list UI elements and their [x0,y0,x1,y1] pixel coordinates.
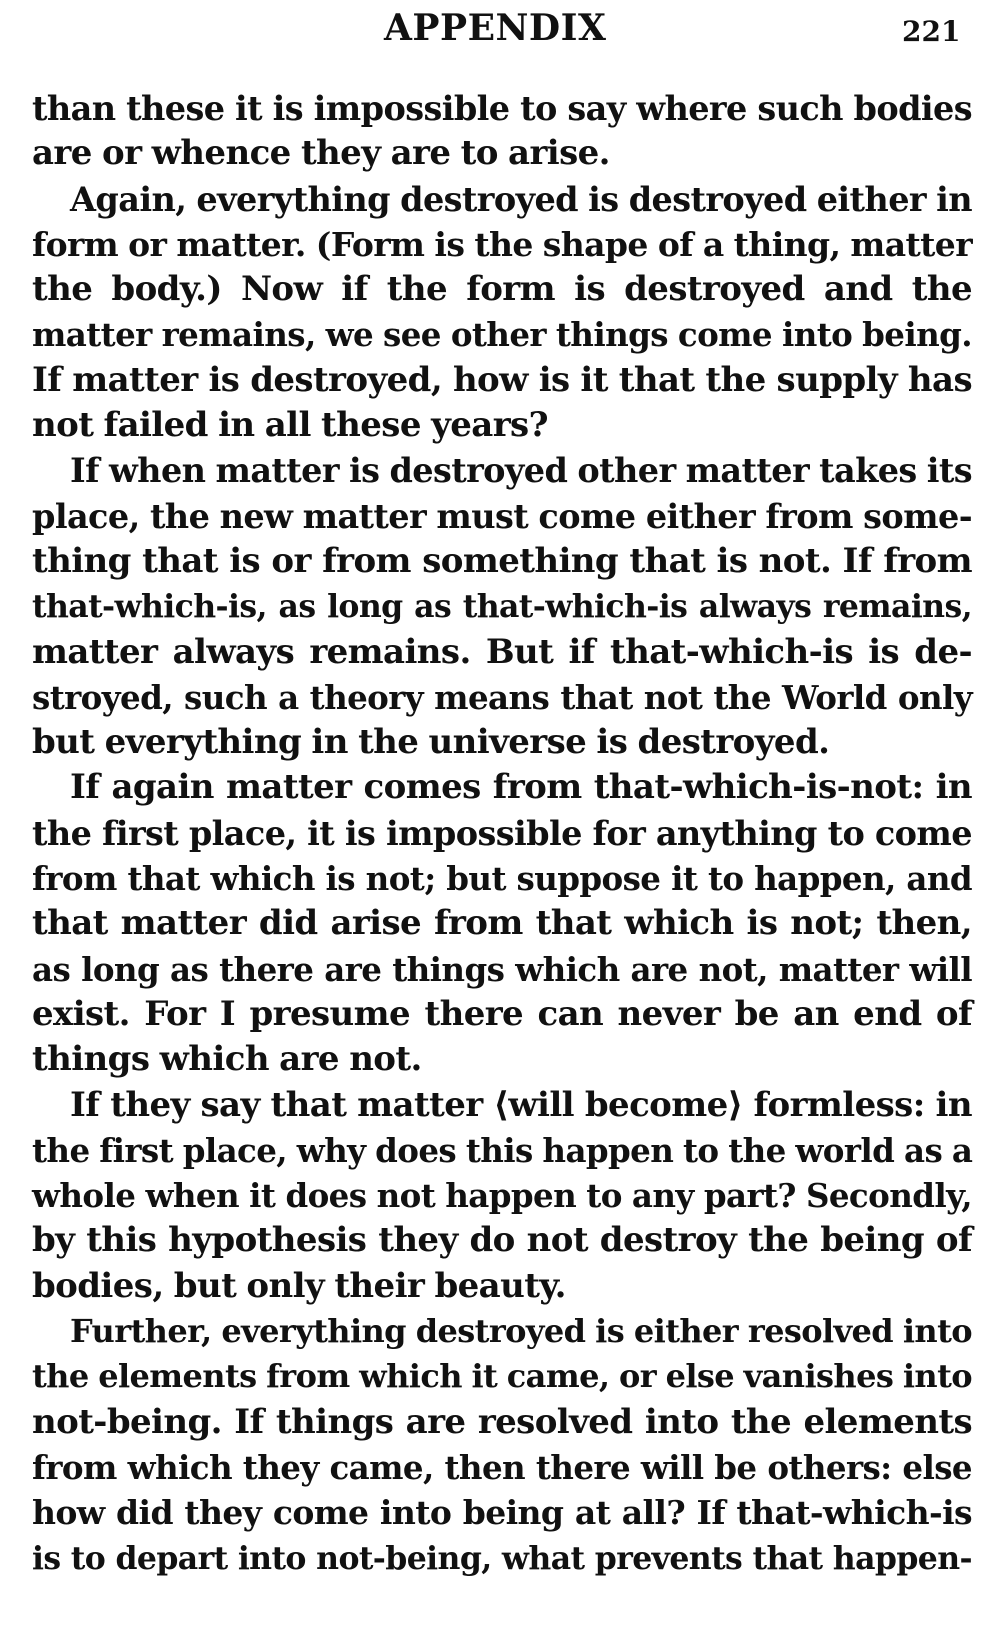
text-line: the elements from which it came, or else vanishes into [32,1357,972,1396]
text-line: whole when it does not happen to any part? Secondly, [32,1176,972,1216]
text-line: If they say that matter ⟨will become⟩ formless: in [70,1084,972,1125]
text-line: things which are not. [32,1039,422,1080]
text-line: the first place, why does this happen to the world as a [32,1130,973,1170]
text-line: from which they came, then there will be others: else [32,1447,972,1487]
text-line: that-which-is, as long as that-which-is always remains, [32,588,972,626]
text-line: as long as there are things which are not, matter will [32,949,972,989]
text-line: that matter did arise from that which is not; then, [32,903,972,944]
text-line: Again, everything destroyed is destroyed either in [70,179,972,219]
running-title: APPENDIX [384,7,607,49]
text-line: place, the new matter must come either from some- [32,496,972,536]
text-line: than these it is impossible to say where such bodies [32,89,972,128]
text-line: thing that is or from something that is not. If from [32,540,972,581]
text-line: form or matter. (Form is the shape of a thing, matter [32,224,972,264]
text-line: how did they come into being at all? If that-which-is [32,1493,972,1533]
text-line: stroyed, such a theory means that not the World only [32,677,972,717]
text-line: are or whence they are to arise. [32,133,610,174]
text-line: the body.) Now if the form is destroyed and the [32,269,972,310]
text-line: bodies, but only their beauty. [32,1265,566,1306]
text-line: is to depart into not-being, what prevents that happen- [32,1539,972,1577]
text-line: If again matter comes from that-which-is-not: in [70,767,972,808]
text-line: not-being. If things are resolved into the elements [32,1401,972,1442]
text-line: but everything in the universe is destroyed. [32,722,830,763]
page-number: 221 [902,15,961,48]
text-line: from that which is not; but suppose it to happen, and [32,859,972,899]
text-line: by this hypothesis they do not destroy the being of [32,1220,972,1261]
text-line: not failed in all these years? [32,405,548,446]
text-line: If matter is destroyed, how is it that the supply has [32,359,972,400]
body-text [32,86,972,1581]
text-line: Further, everything destroyed is either resolved into [70,1312,972,1351]
text-line: matter remains, we see other things come into being. [32,315,972,355]
text-line: matter always remains. But if that-which-is is de- [32,631,972,672]
text-line: the first place, it is impossible for anything to come [32,813,972,853]
text-line: If when matter is destroyed other matter takes its [70,451,972,491]
text-line: exist. For I presume there can never be an end of [32,993,972,1034]
